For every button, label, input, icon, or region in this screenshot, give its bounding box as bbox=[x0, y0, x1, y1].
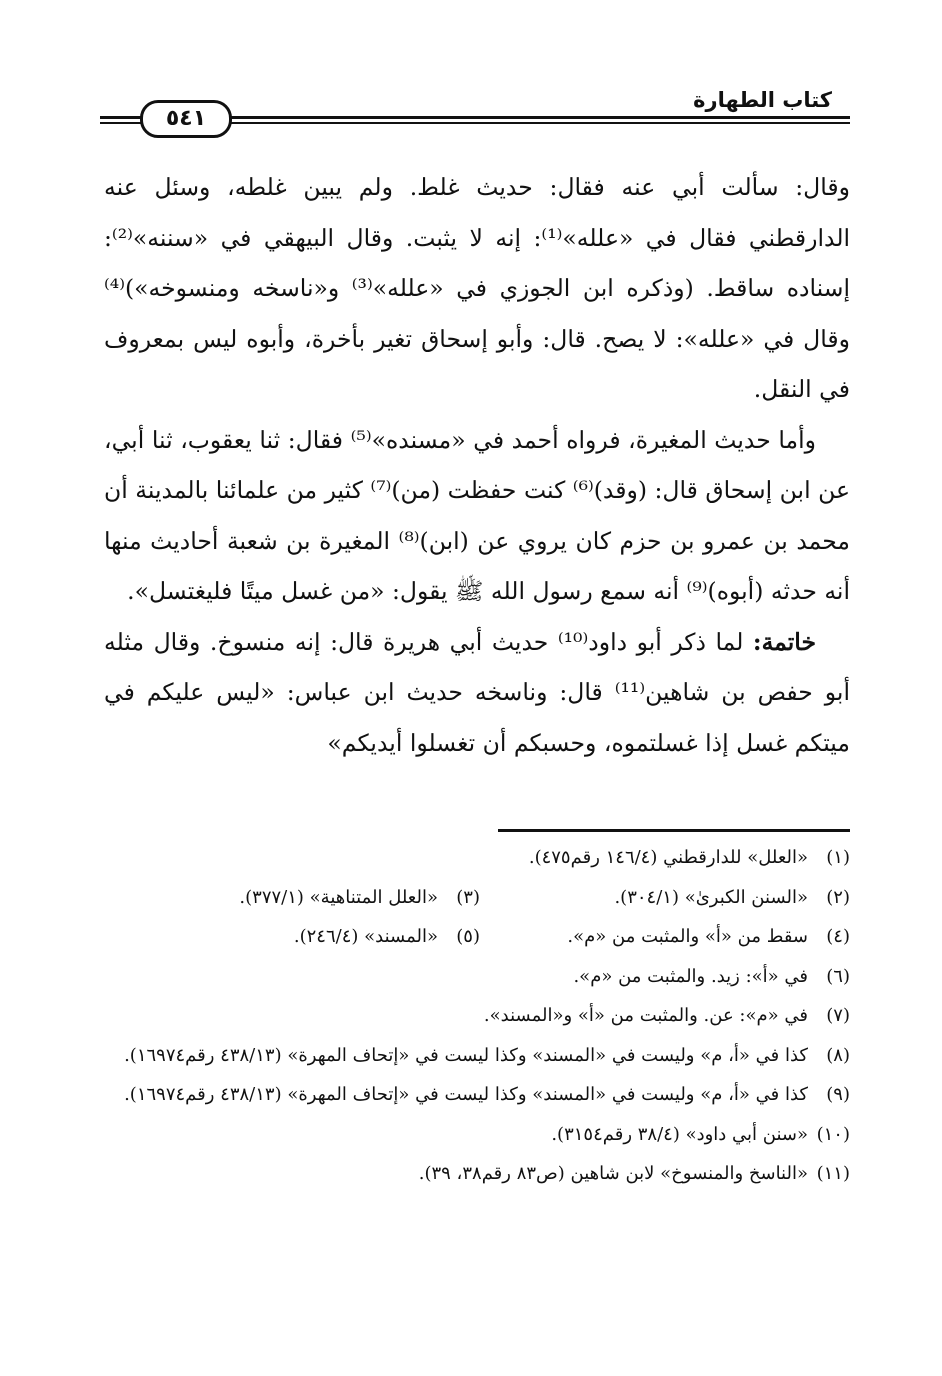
paragraph-2: وأما حديث المغيرة، فرواه أحمد في «مسنده»⁽⁵⁾ فقال: ثنا يعقوب، ثنا أبي، عن ابن إسحاق قال: (وقد)⁽⁶⁾ كنت حفظت (من)⁽⁷⁾ كثير من علمائنا بالمدينة أن محمد بن عمرو بن حزم كان يروي عن (ابن)⁽⁸⁾ المغيرة بن شعبة أحاديث منها أنه حدثه (أبوه)⁽⁹⁾ أنه سمع رسول الله ﷺ يقول: «من غسل ميتًا فليغتسل». bbox=[104, 425, 851, 605]
footnote-text: في «م»: عن. والمثبت من «أ» و«المسند». bbox=[483, 1005, 808, 1026]
conclusion-label: خاتمة: bbox=[752, 627, 816, 656]
paragraph-1: وقال: سألت أبي عنه فقال: حديث غلط. ولم يبين غلطه، وسئل عنه الدارقطني فقال في «علله»⁽¹⁾: إنه لا يثبت. وقال البيهقي في «سننه»⁽²⁾: إسناده ساقط. (وذكره ابن الجوزي في «علله»⁽³⁾ و«ناسخه ومنسوخه»)⁽⁴⁾ وقال في «علله»: لا يصح. قال: وأبو إسحاق تغير بأخرة، وأبوه ليس بمعروف في النقل. bbox=[104, 173, 851, 403]
footnote-number: (٦) bbox=[826, 965, 850, 987]
footnote-text: «الناسخ والمنسوخ» لابن شاهين (ص٨٣ رقم٣٨، ٣٩). bbox=[418, 1163, 808, 1184]
footnote-number: (٤) bbox=[826, 926, 850, 947]
footnote-6 bbox=[104, 957, 850, 997]
footnote-text: «المسند» (٢٤٦/٤). bbox=[293, 926, 438, 947]
main-text bbox=[104, 162, 850, 768]
footnote-number: (٨) bbox=[826, 1044, 850, 1066]
paragraph-3 bbox=[104, 617, 850, 769]
footnote-1 bbox=[104, 838, 850, 878]
footnote-number: (٢) bbox=[826, 886, 850, 908]
footnote-text: «العلل المتناهية» (٣٧٧/١). bbox=[239, 886, 438, 908]
footnote-8 bbox=[104, 1036, 850, 1076]
footnote-5 bbox=[110, 917, 480, 957]
footnote-text: في «أ»: زيد. والمثبت من «م». bbox=[573, 965, 808, 987]
footnote-9 bbox=[104, 1075, 850, 1115]
footnote-text: «سنن أبي داود» (٣٨/٤ رقم٣١٥٤). bbox=[551, 1123, 808, 1145]
footnote-number: (٣) bbox=[456, 886, 480, 908]
footnote-row-4-5 bbox=[104, 917, 850, 957]
footnote-7 bbox=[104, 996, 850, 1036]
footnote-text: كذا في «أ، م» وليست في «المسند» وكذا ليست في «إتحاف المهرة» (٤٣٨/١٣ رقم١٦٩٧٤). bbox=[124, 1084, 808, 1105]
footnote-text: «السنن الكبرىٰ» (٣٠٤/١). bbox=[614, 886, 808, 908]
book-title: كتاب الطهارة bbox=[693, 88, 832, 112]
footnote-number: (٧) bbox=[826, 1005, 850, 1026]
footnote-number: (١١) bbox=[816, 1163, 850, 1184]
footnote-row-2-3 bbox=[104, 878, 850, 918]
footnote-number: (١) bbox=[826, 847, 850, 868]
footnote-3 bbox=[110, 878, 480, 918]
footnote-number: (١٠) bbox=[816, 1123, 850, 1145]
footnote-number: (٩) bbox=[826, 1084, 850, 1105]
footnote-text: «العلل» للدارقطني (١٤٦/٤ رقم٤٧٥). bbox=[528, 847, 808, 868]
footnote-text: كذا في «أ، م» وليست في «المسند» وكذا ليست في «إتحاف المهرة» (٤٣٨/١٣ رقم١٦٩٧٤). bbox=[124, 1044, 808, 1066]
footnote-separator bbox=[498, 829, 850, 832]
footnotes bbox=[104, 838, 850, 1194]
footnote-10 bbox=[104, 1115, 850, 1155]
footnote-text: سقط من «أ» والمثبت من «م». bbox=[567, 926, 808, 947]
footnote-11 bbox=[104, 1154, 850, 1194]
page-header bbox=[100, 84, 850, 132]
footnote-4 bbox=[480, 917, 850, 957]
footnote-2 bbox=[480, 878, 850, 918]
footnote-number: (٥) bbox=[456, 926, 480, 947]
page-number: ٥٤١ bbox=[140, 100, 232, 138]
paragraph-3-text: لما ذكر أبو داود⁽¹⁰⁾ حديث أبي هريرة قال: إنه منسوخ. وقال مثله أبو حفص بن شاهين⁽¹¹⁾ قال: وناسخه حديث ابن عباس: «ليس عليكم في ميتكم غسل إذا غسلتموه، وحسبكم أن تغسلوا أيديكم» bbox=[104, 627, 850, 757]
